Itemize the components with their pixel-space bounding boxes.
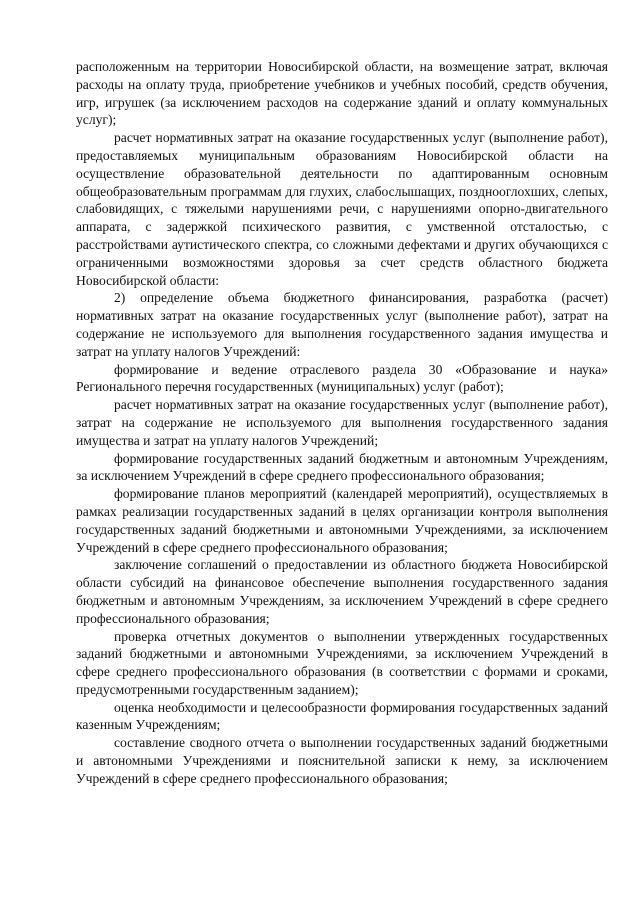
paragraph: проверка отчетных документов о выполнении утвержденных государственных заданий бюджетными и автономными Учреждениями, за исключением Учреждений в сфере среднего профессионального образования (в соответствии с формами и сроками, предусмотренными государственным заданием); [76,628,608,697]
paragraph: заключение соглашений о предоставлении из областного бюджета Новосибирской области субсидий на финансовое обеспечение выполнения государственного задания бюджетным и автономным Учреждениям, за исключением Учреждений в сфере среднего профессионального образования; [76,557,608,626]
paragraph: расчет нормативных затрат на оказание государственных услуг (выполнение работ), затрат на содержание не используемого для выполнения государственного задания имущества и затрат на уплату налогов Учреждений; [76,397,608,448]
paragraph-continuation: расположенным на территории Новосибирской области, на возмещение затрат, включая расходы на оплату труда, приобретение учебников и учебных пособий, средств обучения, игр, игрушек (за исключением расходов на содержание зданий и оплату коммунальных услуг); [76,59,608,128]
paragraph: оценка необходимости и целесообразности формирования государственных заданий казенным Учреждениям; [76,699,608,733]
paragraph: 2) определение объема бюджетного финансирования, разработка (расчет) нормативных затрат на оказание государственных услуг (выполнение работ), затрат на содержание не используемого для выполнения государственного задания имущества и затрат на уплату налогов Учреждений: [76,290,608,359]
paragraph: составление сводного отчета о выполнении государственных заданий бюджетными и автономными Учреждениями и пояснительной записки к нему, за исключением Учреждений в сфере среднего профессионального образования; [76,735,608,786]
document-page [76,58,608,788]
paragraph: формирование и ведение отраслевого раздела 30 «Образование и наука» Регионального перечня государственных (муниципальных) услуг (работ); [76,361,608,395]
paragraph: формирование государственных заданий бюджетным и автономным Учреждениям, за исключением Учреждений в сфере среднего профессионального образования; [76,450,608,484]
paragraph: формирование планов мероприятий (календарей мероприятий), осуществляемых в рамках реализации государственных заданий в целях организации контроля выполнения государственных заданий бюджетными и автономными Учреждениями, за исключением Учреждений в сфере среднего профессионального образования; [76,486,608,555]
paragraph: расчет нормативных затрат на оказание государственных услуг (выполнение работ), предоставляемых муниципальным образованиям Новосибирской области на осуществление образовательной деятельности по адаптированным основным общеобразовательным программам для глухих, слабослышащих, позднооглохших, слепых, слабовидящих, с тяжелыми нарушениями речи, с нарушениями опорно-двигательного аппарата, с задержкой психического развития, с умственной отсталостью, с расстройствами аутистического спектра, со сложными дефектами и других обучающихся с ограниченными возможностями здоровья за счет средств областного бюджета Новосибирской области: [76,130,608,288]
